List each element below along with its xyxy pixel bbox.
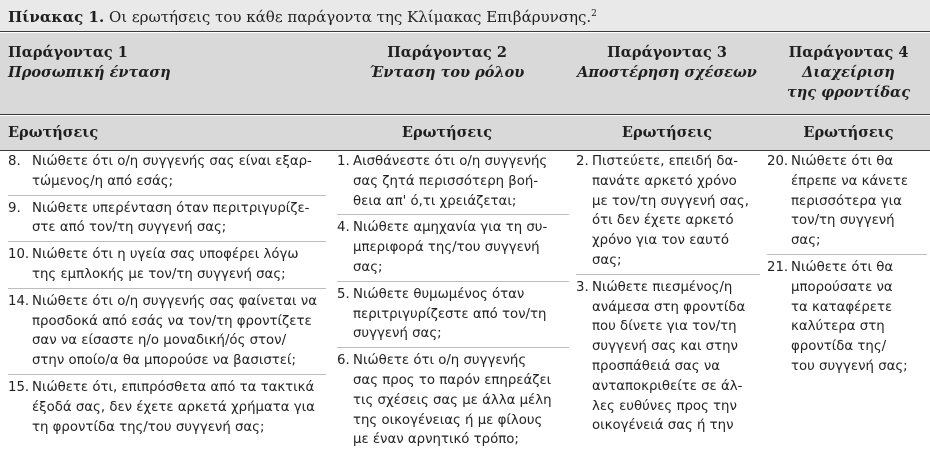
table-caption xyxy=(0,0,930,32)
question-item xyxy=(8,378,326,437)
factor-3-title: Παράγοντας 3 xyxy=(607,44,727,61)
question-text-line: πανάτε αρκετό χρόνο xyxy=(592,173,737,189)
question-text-line: φροντίδα της/ xyxy=(791,339,887,355)
question-text-line: περιτριγυρίζεστε από τον/τη xyxy=(353,306,547,322)
question-item xyxy=(767,152,927,251)
question-number: 3. xyxy=(576,279,589,295)
question-text-line: σας ζητά περισσότερη βοή- xyxy=(353,173,539,189)
question-item xyxy=(576,278,760,436)
factor-3-header xyxy=(572,43,762,83)
question-text-line: σας; xyxy=(353,259,383,275)
questions-header-row xyxy=(0,116,930,151)
question-text-line: στε από τον/τη συγγενή σας; xyxy=(32,220,227,236)
question-text-line: περισσότερα για xyxy=(791,193,902,209)
question-text-line: χρόνο για τον εαυτό xyxy=(592,233,729,249)
factor-4-subtitle-line2: της φροντίδας xyxy=(786,84,911,101)
question-number: 6. xyxy=(337,353,350,369)
question-number: 8. xyxy=(8,154,21,169)
question-text-line: του συγγενή σας; xyxy=(791,358,908,374)
factor-1-title: Παράγοντας 1 xyxy=(8,44,128,61)
question-number: 10. xyxy=(8,247,30,263)
question-text-line: τις σχέσεις σας με άλλα μέλη xyxy=(353,392,552,408)
factor-4-questions xyxy=(767,152,927,377)
row-separator xyxy=(8,288,326,289)
factor-4-title: Παράγοντας 4 xyxy=(788,44,909,61)
questions-label-4: Ερωτήσεις xyxy=(803,124,894,141)
question-item xyxy=(576,152,760,271)
question-text-line: τα καταφέρετε xyxy=(791,299,893,315)
question-text-line: ότι δεν έχετε αρκετό xyxy=(592,213,734,229)
question-text-line: Νιώθετε αμηχανία για τη συ- xyxy=(353,220,548,236)
question-number: 1. xyxy=(337,154,350,169)
factor-4-header xyxy=(767,43,930,103)
question-item xyxy=(337,218,569,277)
caption-footnote: 2 xyxy=(591,9,597,19)
row-separator xyxy=(337,281,569,282)
question-item xyxy=(8,292,326,371)
question-text-line: Νιώθετε ότι ο/η συγγενής σας είναι εξαρ- xyxy=(32,154,312,169)
question-text-line: Νιώθετε υπερένταση όταν περιτριγυρίζε- xyxy=(32,200,310,216)
row-separator xyxy=(8,374,326,375)
row-separator xyxy=(337,347,569,348)
questions-label-2: Ερωτήσεις xyxy=(401,124,493,141)
question-text-line: τώμενος/η από εσάς; xyxy=(32,173,174,189)
factor-4-subtitle: Διαχείριση xyxy=(802,64,895,81)
row-separator xyxy=(767,254,927,255)
question-text-line: Αισθάνεστε ότι ο/η συγγενής xyxy=(353,154,548,169)
question-text-line: σας; xyxy=(791,233,821,249)
question-text-line: Νιώθετε θυμωμένος όταν xyxy=(353,286,525,302)
row-separator xyxy=(8,195,326,196)
question-text-line: Νιώθετε ότι θα xyxy=(791,154,894,169)
question-text-line: καλύτερα στη xyxy=(791,319,885,335)
question-text-line: Νιώθετε πιεσμένος/η xyxy=(592,279,733,295)
question-text-line: σας; xyxy=(592,252,622,268)
factor-2-questions xyxy=(337,152,569,450)
row-separator xyxy=(337,214,569,215)
questions-label-1: Ερωτήσεις xyxy=(8,124,99,141)
question-text-line: συγγενή σας και στην xyxy=(592,339,738,355)
question-item xyxy=(337,285,569,344)
caption-text: Οι ερωτήσεις του κάθε παράγοντα της Κλίμακας Επιβάρυνσης. xyxy=(104,8,592,26)
question-item xyxy=(8,152,326,192)
question-item xyxy=(8,199,326,239)
question-text-line: οικογένειά σας ή την xyxy=(592,418,734,434)
question-number: 4. xyxy=(337,220,350,236)
question-text-line: μπεριφορά της/του συγγενή xyxy=(353,240,540,256)
question-number: 20. xyxy=(767,154,789,169)
question-text-line: σαν να είσαστε η/ο μοναδική/ός στον/ xyxy=(32,333,287,349)
question-item xyxy=(8,245,326,285)
question-text-line: συγγενή σας; xyxy=(353,326,442,342)
question-text-line: που δίνετε για τον/τη xyxy=(592,319,737,335)
question-item xyxy=(767,258,927,377)
factor-1-subtitle: Προσωπική ένταση xyxy=(8,64,171,81)
question-number: 5. xyxy=(337,286,350,302)
question-text-line: σας προς το παρόν επηρεάζει xyxy=(353,372,552,388)
question-text-line: Πιστεύετε, επειδή δα- xyxy=(592,154,739,169)
factor-2-title: Παράγοντας 2 xyxy=(387,44,507,61)
factor-header-row xyxy=(0,33,930,115)
question-number: 21. xyxy=(767,259,789,275)
question-text-line: μπορούσατε να xyxy=(791,279,893,295)
question-item xyxy=(337,152,569,211)
question-text-line: τη φροντίδα της/του συγγενή σας; xyxy=(32,419,265,435)
question-text-line: λες ευθύνες προς την xyxy=(592,398,737,414)
question-number: 9. xyxy=(8,200,21,216)
factor-2-header xyxy=(332,43,562,83)
question-text-line: της εμπλοκής με τον/τη συγγενή σας; xyxy=(32,266,286,282)
question-text-line: με τον/τη συγγενή σας, xyxy=(592,193,749,209)
question-number: 14. xyxy=(8,293,30,309)
question-number: 15. xyxy=(8,379,30,395)
question-text-line: Νιώθετε ότι η υγεία σας υποφέρει λόγω xyxy=(32,247,299,263)
row-separator xyxy=(8,241,326,242)
question-text-line: τον/τη συγγενή xyxy=(791,213,895,229)
question-text-line: Νιώθετε ότι θα xyxy=(791,259,894,275)
question-text-line: Νιώθετε ότι ο/η συγγενής xyxy=(353,353,527,369)
question-text-line: ανταποκριθείτε σε άλ- xyxy=(592,378,743,394)
factor-1-questions xyxy=(8,152,326,437)
question-text-line: Νιώθετε ότι, επιπρόσθετα από τα τακτικά xyxy=(32,379,315,395)
question-text-line: Νιώθετε ότι ο/η συγγενής σας φαίνεται να xyxy=(32,293,317,309)
question-text-line: ανάμεσα στη φροντίδα xyxy=(592,299,746,315)
question-text-line: της οικογένειας ή με φίλους xyxy=(353,412,543,428)
factor-2-subtitle: Ένταση του ρόλου xyxy=(369,64,525,81)
row-separator xyxy=(576,274,760,275)
factor-1-header xyxy=(8,43,171,83)
questions-label-3: Ερωτήσεις xyxy=(621,124,713,141)
question-text-line: στην οποίο/α θα μπορούσε να βασιστεί; xyxy=(32,353,296,369)
question-text-line: έπρεπε να κάνετε xyxy=(791,173,909,189)
factor-3-questions xyxy=(576,152,760,436)
caption-label: Πίνακας 1. xyxy=(8,8,105,26)
question-item xyxy=(337,351,569,450)
question-text-line: με έναν αρνητικό τρόπο; xyxy=(353,432,519,448)
question-text-line: προσπάθειά σας να xyxy=(592,358,721,374)
question-text-line: προσδοκά από εσάς να τον/τη φροντίζετε xyxy=(32,313,312,329)
factor-3-subtitle: Αποστέρηση σχέσεων xyxy=(577,64,757,81)
question-number: 2. xyxy=(576,154,589,169)
question-text-line: έξοδά σας, δεν έχετε αρκετά χρήματα για xyxy=(32,399,315,415)
question-text-line: θεια απ' ό,τι χρειάζεται; xyxy=(353,193,517,209)
